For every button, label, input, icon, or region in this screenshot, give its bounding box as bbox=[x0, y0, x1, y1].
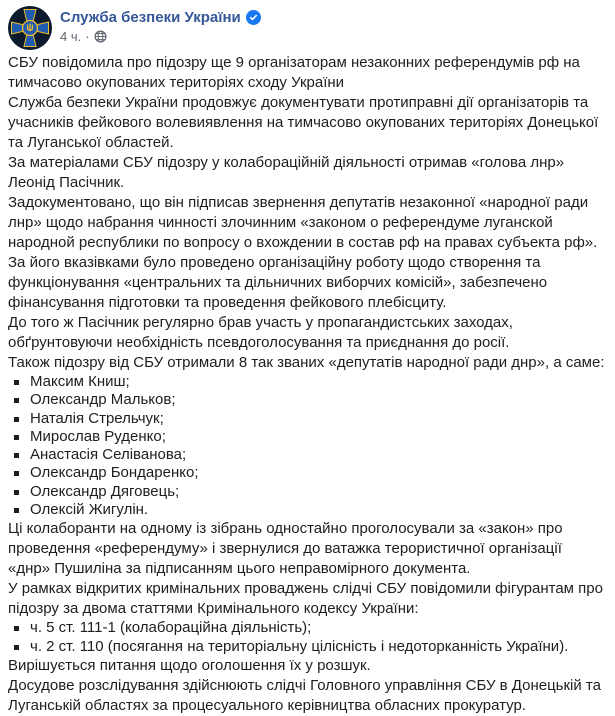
post-paragraph: Ці колаборанти на одному із зібрань одностайно проголосували за «закон» про проведення «референдуму» і звернулися до ватажка терористичної організації «днр» Пушиліна за підписанням цього неправомірного документа. bbox=[8, 520, 563, 578]
suspect-item: Олександр Бондаренко; bbox=[8, 464, 605, 482]
meta-separator: · bbox=[85, 29, 90, 44]
post-paragraph: У рамках відкритих кримінальних проваджень слідчі СБУ повідомили фігурантам про підозру за двома статтями Кримінального кодексу України: bbox=[8, 580, 603, 618]
suspect-item: Мирослав Руденко; bbox=[8, 428, 605, 446]
post-paragraph: До того ж Пасічник регулярно брав участь у пропагандистських заходах, обґрунтовуючи необхідність псевдоголосування та приєднання до росії. bbox=[8, 314, 513, 351]
post-paragraph: За матеріалами СБУ підозру у колабораційній діяльності отримав «голова лнр» Леонід Пасічник. bbox=[8, 154, 565, 191]
suspect-item: Олексій Жигулін. bbox=[8, 501, 605, 519]
verified-badge-icon bbox=[246, 10, 261, 25]
page-name-link[interactable]: Служба безпеки України bbox=[60, 9, 241, 26]
suspect-item: Наталія Стрельчук; bbox=[8, 410, 605, 428]
article-item: ч. 2 ст. 110 (посягання на територіальну цілісність і недоторканність України). bbox=[8, 638, 605, 656]
page-avatar[interactable] bbox=[8, 6, 52, 50]
post-text bbox=[8, 53, 605, 716]
post-timestamp[interactable]: 4 ч. bbox=[60, 29, 82, 44]
suspects-list bbox=[8, 373, 605, 519]
suspect-item: Анастасія Селіванова; bbox=[8, 446, 605, 464]
post-header bbox=[8, 6, 605, 50]
suspect-item: Максим Книш; bbox=[8, 373, 605, 391]
sbu-emblem-icon bbox=[8, 6, 52, 50]
post-paragraph: СБУ повідомила про підозру ще 9 організаторам незаконних референдумів рф на тимчасово окупованих територіях сходу України bbox=[8, 54, 580, 91]
suspect-item: Олександр Мальков; bbox=[8, 391, 605, 409]
articles-list bbox=[8, 619, 605, 656]
article-item: ч. 5 ст. 111-1 (колабораційна діяльність); bbox=[8, 619, 605, 637]
post-paragraph: Досудове розслідування здійснюють слідчі Головного управління СБУ в Донецькій та Луганській областях за процесуального керівництва обласних прокуратур. bbox=[8, 676, 601, 714]
suspect-item: Олександр Дяговець; bbox=[8, 483, 605, 501]
globe-icon bbox=[94, 30, 107, 43]
post-paragraph: Задокументовано, що він підписав звернення депутатів незаконної «народної ради лнр» щодо набрання чинності злочинним «законом о референдуме луганской народной республики по вопросу о вхождении в состав рф на правах субъекта рф». bbox=[8, 194, 598, 251]
post-paragraph: Служба безпеки України продовжує документувати протиправні дії організаторів та учасників фейкового волевиявлення на тимчасово окупованих територіях Донецької та Луганської областей. bbox=[8, 94, 599, 151]
header-text bbox=[60, 6, 261, 45]
post-paragraph: Вирішується питання щодо оголошення їх у розшук. bbox=[8, 656, 371, 674]
post-paragraph: За його вказівками було проведено організаційну роботу щодо створення та функціонування «центральних та дільничних виборчих комісій», забезпечено фінансування підготовки та проведення фейкового плебісциту. bbox=[8, 254, 548, 311]
post-paragraph: Також підозру від СБУ отримали 8 так званих «депутатів народної ради днр», а саме: bbox=[8, 354, 605, 371]
post-meta bbox=[60, 28, 261, 45]
